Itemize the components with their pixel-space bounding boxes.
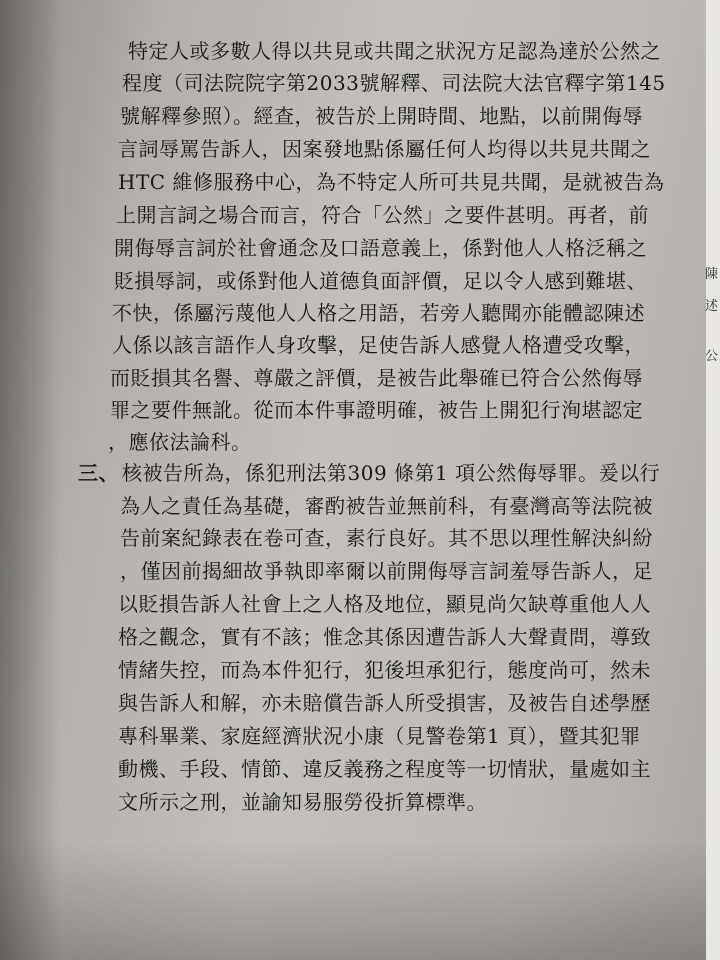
section-3-line: ，僅因前揭細故爭執即率爾以前開侮辱言詞羞辱告訴人，足 xyxy=(120,559,653,583)
section-3-line: 動機、手段、情節、違反義務之程度等一切情狀，量處如主 xyxy=(118,757,651,781)
para-line: 不快，係屬污蔑他人人格之用語，若旁人聽聞亦能體認陳述 xyxy=(112,301,645,325)
para-line: 人係以該言語作人身攻擊，足使告訴人感覺人格遭受攻擊， xyxy=(112,333,645,357)
section-3-line: 為人之責任為基礎，審酌被告並無前科，有臺灣高等法院被 xyxy=(120,494,653,518)
para-line: 上開言詞之場合而言，符合「公然」之要件甚明。再者，前 xyxy=(116,203,649,227)
section-3-line: 格之觀念，實有不該；惟念其係因遭告訴人大聲責問，導致 xyxy=(118,625,651,649)
section-3-line: 專科畢業、家庭經濟狀況小康（見警卷第1 頁），暨其犯罪 xyxy=(118,724,641,748)
para-line: 開侮辱言詞於社會通念及口語意義上，係對他人人格泛稱之 xyxy=(114,236,647,260)
edge-glyph: 述 xyxy=(704,299,718,314)
para-line: 言詞辱罵告訴人，因案發地點係屬任何人均得以共見共聞之 xyxy=(118,137,651,161)
section-3-line: 情緒失控，而為本件犯行，犯後坦承犯行，態度尚可，然未 xyxy=(118,658,651,682)
section-3-line: 核被告所為，係犯刑法第309 條第1 項公然侮辱罪。爰以行 xyxy=(122,461,661,485)
para-line: 貶損辱詞，或係對他人道德負面評價，足以令人感到難堪、 xyxy=(114,269,647,293)
para-line: 而貶損其名譽、尊嚴之評價，是被告此舉確已符合公然侮辱 xyxy=(110,366,643,390)
edge-glyph: 公 xyxy=(704,349,718,364)
section-3-heading: 三、 xyxy=(78,461,119,485)
para-line: 特定人或多數人得以共見或共聞之狀況方足認為達於公然之 xyxy=(128,39,661,63)
section-3-line: 以貶損告訴人社會上之人格及地位，顯見尚欠缺尊重他人人 xyxy=(118,592,651,616)
section-3-line: 與告訴人和解，亦未賠償告訴人所受損害，及被告自述學歷 xyxy=(118,691,651,715)
para-line: 罪之要件無訛。從而本件事證明確，被告上開犯行洵堪認定 xyxy=(110,398,643,422)
para-line: HTC 維修服務中心，為不特定人所可共見共聞，是就被告為 xyxy=(118,170,665,194)
section-3-line: 告前案紀錄表在卷可查，素行良好。其不思以理性解決糾紛 xyxy=(120,526,653,550)
para-line: 號解釋參照）。經查，被告於上開時間、地點，以前開侮辱 xyxy=(120,104,643,128)
section-3-line: 文所示之刑，並諭知易服勞役折算標準。 xyxy=(118,790,487,814)
para-line: 程度（司法院院字第2033號解釋、司法院大法官釋字第145 xyxy=(122,71,666,95)
para-line: ，應依法論科。 xyxy=(108,430,252,454)
edge-glyph: 陳 xyxy=(704,267,718,282)
